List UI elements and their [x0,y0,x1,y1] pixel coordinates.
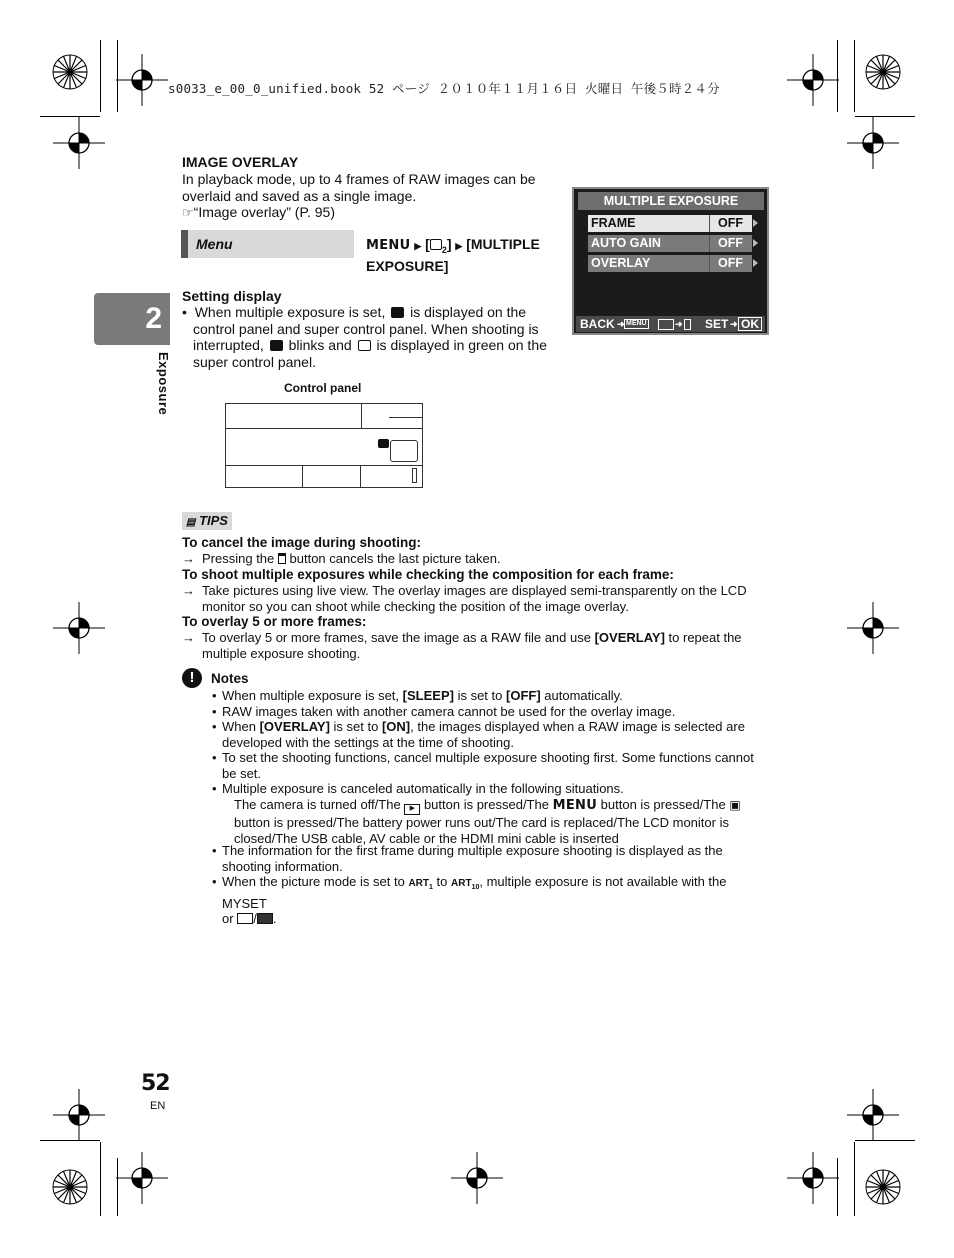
row-label: FRAME [591,216,636,230]
notes-title: Notes [211,671,249,686]
text: to [436,874,448,889]
tips-icon: ▤ [186,517,196,528]
triangle-right-icon [753,239,758,247]
text: , multiple exposure is not available with the MYSET [222,874,727,911]
note-item: • To set the shooting functions, cancel multiple exposure shooting first. Some functions cannot be set. [212,750,774,781]
text: is displayed on the [410,304,527,320]
text: [OVERLAY] [259,719,330,734]
text: Take pictures using live view. The overlay images are displayed semi-transparently on the LCD [202,583,747,598]
page-language: EN [150,1100,166,1112]
text: monitor so you can shoot while checking the position of the image overlay. [202,599,629,614]
menu-label-box [181,230,354,258]
text: Pressing the [202,551,275,566]
bracket-close: ] [446,236,452,252]
text: shooting information. [222,858,343,874]
text: When multiple exposure is set, [194,304,386,320]
multiple-exposure-overlay-icon [358,340,371,351]
menu-path-item: EXPOSURE] [366,257,449,274]
menu-button-icon: MENU [626,320,647,327]
text: button is pressed/The [600,797,726,812]
tips-box [182,512,232,530]
section-body [182,171,562,222]
text: be set. [222,765,262,781]
multiple-exposure-icon [270,340,283,351]
note-item: • RAW images taken with another camera cannot be used for the overlay image. [212,704,774,720]
text: is set to [333,719,379,734]
text: When multiple exposure is set, [222,688,400,703]
trash-icon [278,553,286,564]
text: [SLEEP] [402,688,454,703]
text: button is pressed/The [423,797,549,812]
menu-row-overlay[interactable] [588,255,752,272]
menu-row-frame[interactable] [588,215,752,232]
text: blinks and [288,337,352,353]
arrow-icon: → [182,630,195,645]
text: is displayed in green on the [376,337,547,353]
arrow-icon: → [182,583,195,598]
tip-item [182,551,772,567]
row-value: OFF [709,215,743,232]
text: To overlay 5 or more frames, save the image as a RAW file and use [202,630,591,645]
camera-menu-screen [572,187,769,335]
menu-label: Menu [196,236,233,252]
setting-display-title: Setting display [182,288,282,304]
text: Multiple exposure is canceled automatically in the following situations. [222,781,624,796]
row-label: AUTO GAIN [591,236,661,250]
text: multiple exposure shooting. [202,646,361,661]
section-body-line: overlaid and saved as a single image. [182,187,417,204]
play-button-icon: ▶ [404,804,420,815]
screen-icon [658,319,674,330]
arrow-icon: → [182,551,195,566]
tip-item [182,583,772,615]
text: [OVERLAY] [594,630,665,645]
menu-row-auto-gain[interactable] [588,235,752,252]
bracket-open: [ [425,236,430,252]
row-value: OFF [709,255,743,272]
text: button is pressed/The battery power runs out/The card is replaced/The LCD monitor is [234,815,729,830]
panel-caption: Control panel [284,381,362,395]
footer-set: SET [705,317,729,331]
ok-button-icon: OK [738,317,762,331]
myset-mode-icon [237,913,253,924]
menu-keyword: MENU [552,798,598,813]
text: When the picture mode is set to [222,874,405,889]
note-item: • When [OVERLAY] is set to [ON], the images displayed when a RAW image is selected are developed with the settings at the time of shooting. [212,719,774,750]
note-item: • When the picture mode is set to $ART_1$ to $ART_{10}$, multiple exposure is not available with the MYSET or / . [212,874,727,926]
text: [ON] [381,719,411,734]
section-ref [182,204,562,222]
triangle-right-icon: ▶ [414,241,422,251]
row-value: OFF [709,235,743,252]
page-number: 52 [141,1071,170,1096]
text: or [222,911,234,926]
chapter-tab [94,293,170,345]
note-sub-item [234,797,774,846]
triangle-right-icon [753,219,758,227]
footer-back: BACK [580,317,615,331]
chapter-number: 2 [145,302,162,335]
text: To set the shooting functions, cancel multiple exposure shooting first. Some functions cannot [222,750,754,765]
battery-icon [412,468,417,483]
menu-path-item: [MULTIPLE [466,236,540,252]
text: When [222,719,256,734]
section-title: IMAGE OVERLAY [182,154,299,170]
art10-icon: $ART_{10}$ [451,878,480,891]
text: / [253,911,257,926]
dial-icon [684,319,691,330]
arrow-right-icon: ➜ [730,319,738,329]
triangle-right-icon: ▶ [455,241,463,251]
tip-title: To overlay 5 or more frames: [182,614,367,629]
text: control panel and super control panel. When shooting is [193,320,539,337]
text: automatically. [544,688,623,703]
text: is set to [457,688,503,703]
text: to repeat the [668,630,742,645]
menu-path: MENU ▶ [ $_2$] ▶ [MULTIPLE EXPOSURE] [366,236,540,274]
chapter-label: Exposure [156,352,171,416]
note-item: • The information for the first frame during multiple exposure shooting is displayed as the shooting information. [212,843,774,874]
caution-icon: ! [182,668,202,688]
row-label: OVERLAY [591,256,651,270]
text: super control panel. [193,353,316,370]
text: button cancels the last picture taken. [289,551,501,566]
multiple-exposure-icon [378,439,389,448]
menu-keyword: MENU [366,238,411,253]
art1-icon: $ART_1$ [408,878,433,891]
screen-footer [576,316,765,332]
reference-text: “Image overlay” (P. 95) [193,204,336,220]
text: [OFF] [506,688,541,703]
text: interrupted, [193,337,264,353]
text: . [272,911,277,926]
note-item: • When multiple exposure is set, [SLEEP] is set to [OFF] automatically. [212,688,623,703]
tips-label: TIPS [199,513,228,528]
text: RAW images taken with another camera cannot be used for the overlay image. [222,704,676,719]
text: closed/The USB cable, AV cable or the HDMI mini cable is inserted [234,830,619,846]
tip-title: To shoot multiple exposures while checking the composition for each frame: [182,567,674,582]
section-body-line: In playback mode, up to 4 frames of RAW images can be [182,171,536,187]
text: , the images displayed when a RAW image is selected are [410,719,745,734]
text: The camera is turned off/The [234,797,401,812]
screen-title: MULTIPLE EXPOSURE [578,192,764,210]
movie-camera-icon: ▣ [729,798,741,812]
setting-display-body [182,304,562,370]
arrow-right-icon: ➜ [617,319,625,329]
control-panel-diagram [225,403,423,488]
tip-item [182,630,772,662]
text: The information for the first frame during multiple exposure shooting is displayed as the [222,843,723,858]
tip-title: To cancel the image during shooting: [182,535,422,550]
camera-menu-2-icon [430,239,442,250]
arrow-right-icon: ➜ [675,319,683,329]
triangle-right-icon [753,259,758,267]
bullet: • [182,304,187,320]
print-header: s0033_e_00_0_unified.book 52 ページ ２０１０年１１月１６日 火曜日 午後５時２４分 [168,81,720,96]
text: developed with the settings at the time of shooting. [222,734,514,750]
multiple-exposure-icon [391,307,404,318]
note-item: • Multiple exposure is canceled automatically in the following situations. [212,781,774,797]
eye-mode-icon [257,913,273,924]
reference-icon: ☞ [182,205,194,220]
